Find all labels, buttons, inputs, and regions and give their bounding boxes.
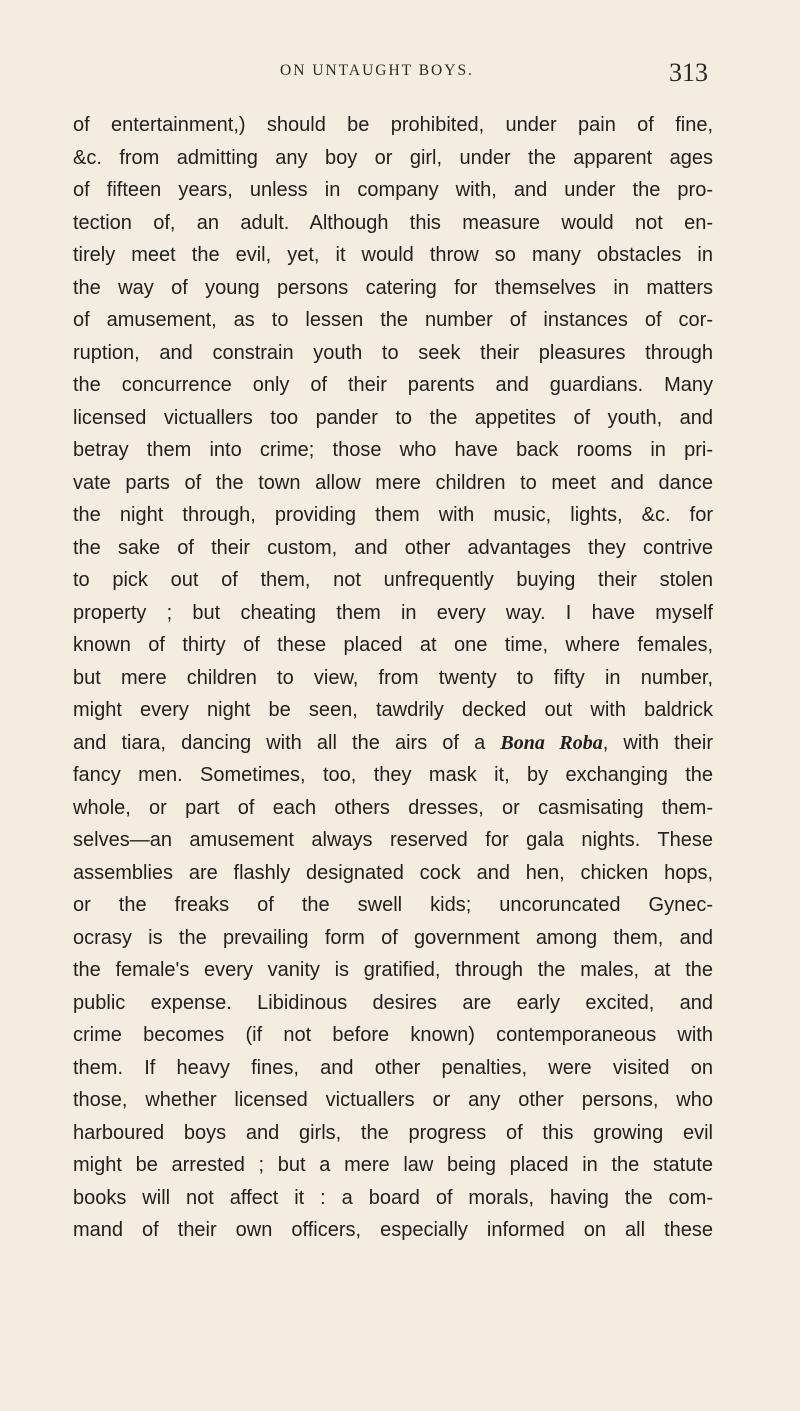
text-line: of entertainment,) should be prohibited, under pain of fine, [73, 114, 713, 136]
text-line: ruption, and constrain youth to seek their pleasures through [73, 341, 713, 364]
text-line: the female's every vanity is gratified, through the males, at the [73, 959, 713, 981]
text-line: assemblies are flashly designated cock and hen, chicken hops, [73, 861, 713, 884]
text-line: ocrasy is the prevailing form of government among them, and [73, 926, 713, 949]
text-line: property ; but cheating them in every way. I have myself [73, 601, 713, 624]
running-title: ON UNTAUGHT BOYS. [280, 62, 474, 79]
text-line: known of thirty of these placed at one time, where females, [73, 634, 713, 656]
text-line: fancy men. Sometimes, too, they mask it, by exchanging the [73, 764, 713, 786]
italic-phrase: Bona Roba [500, 731, 603, 754]
text-line: those, whether licensed victuallers or any other persons, who [73, 1089, 713, 1111]
text-line: &c. from admitting any boy or girl, under the apparent ages [73, 146, 713, 169]
text-line: public expense. Libidinous desires are early excited, and [73, 991, 713, 1014]
page-number: 313 [669, 58, 708, 87]
text-line-tail: , with their [602, 731, 713, 754]
text-line: tection of, an adult. Although this measure would not en- [73, 211, 713, 234]
text-line: selves—an amusement always reserved for gala nights. These [73, 829, 713, 851]
text-line: but mere children to view, from twenty to fifty in number, [73, 666, 713, 689]
text-line-with-italic [73, 727, 713, 760]
text-line: the concurrence only of their parents and guardians. Many [73, 374, 713, 396]
text-line: to pick out of them, not unfrequently buying their stolen [73, 569, 713, 591]
text-line: betray them into crime; those who have back rooms in pri- [73, 439, 713, 461]
text-line: the sake of their custom, and other advantages they contrive [73, 536, 713, 559]
text-line: tirely meet the evil, yet, it would throw so many obstacles in [73, 244, 713, 266]
text-line: them. If heavy fines, and other penalties, were visited on [73, 1056, 713, 1079]
text-line: the night through, providing them with music, lights, &c. for [73, 504, 713, 526]
text-line: the way of young persons catering for themselves in matters [73, 276, 713, 299]
text-line: books will not affect it : a board of morals, having the com- [73, 1186, 713, 1209]
text-line: whole, or part of each others dresses, or casmisating them- [73, 796, 713, 819]
text-line: of amusement, as to lessen the number of instances of cor- [73, 309, 713, 331]
text-line: might be arrested ; but a mere law being placed in the statute [73, 1154, 713, 1176]
text-line: harboured boys and girls, the progress of this growing evil [73, 1121, 713, 1144]
text-line: crime becomes (if not before known) contemporaneous with [73, 1024, 713, 1046]
text-line: of fifteen years, unless in company with, and under the pro- [73, 179, 713, 201]
text-line-head: and tiara, dancing with all the airs of a [73, 731, 501, 754]
text-line: or the freaks of the swell kids; uncoruncated Gynec- [73, 894, 713, 916]
text-line: mand of their own officers, especially informed on all these [73, 1219, 713, 1241]
text-line: licensed victuallers too pander to the appetites of youth, and [73, 406, 713, 429]
text-line: vate parts of the town allow mere children to meet and dance [73, 471, 713, 494]
body-text [73, 109, 713, 1247]
text-line: might every night be seen, tawdrily decked out with baldrick [73, 699, 713, 721]
